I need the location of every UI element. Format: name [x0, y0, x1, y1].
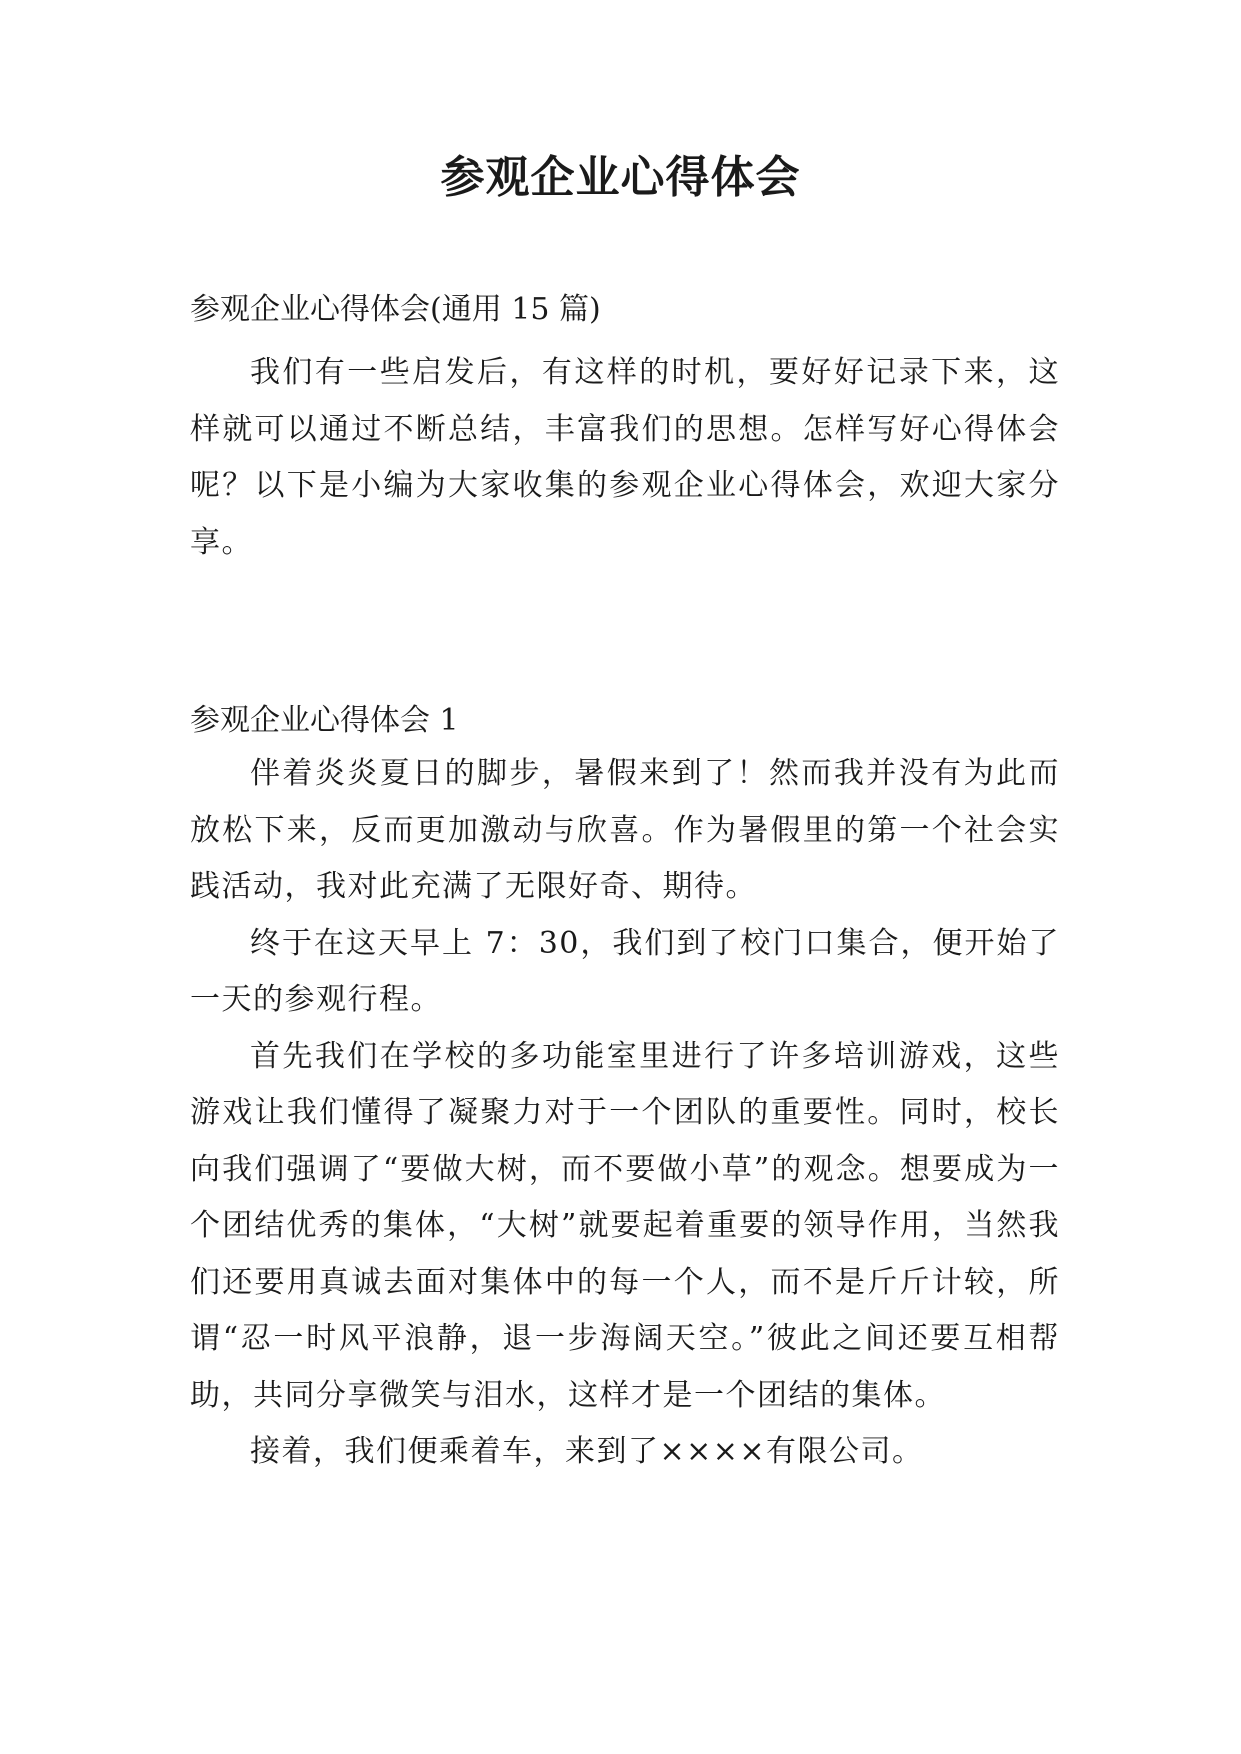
- body-paragraph: 终于在这天早上 7：30，我们到了校门口集合，便开始了一天的参观行程。: [190, 925, 1060, 1017]
- section-heading: 参观企业心得体会 1: [190, 703, 459, 738]
- intro-block: [190, 345, 1060, 571]
- document-title: 参观企业心得体会: [440, 152, 801, 203]
- document-subtitle: 参观企业心得体会(通用 15 篇): [190, 292, 601, 327]
- section-body: [190, 746, 1060, 1481]
- body-paragraph: 首先我们在学校的多功能室里进行了许多培训游戏，这些游戏让我们懂得了凝聚力对于一个团队的重要性。同时，校长向我们强调了“要做大树，而不要做小草”的观念。想要成为一个团结优秀的集体，“大树”就要起着重要的领导作用，当然我们还要用真诚去面对集体中的每一个人，而不是斤斤计较，所谓“忍一时风平浪静，退一步海阔天空。”彼此之间还要互相帮助，共同分享微笑与泪水，这样才是一个团结的集体。: [190, 1038, 1060, 1413]
- body-paragraph: 接着，我们便乘着车，来到了××××有限公司。: [250, 1434, 924, 1469]
- body-paragraph: 伴着炎炎夏日的脚步，暑假来到了！然而我并没有为此而放松下来，反而更加激动与欣喜。作为暑假里的第一个社会实践活动，我对此充满了无限好奇、期待。: [190, 756, 1060, 904]
- intro-paragraph: 我们有一些启发后，有这样的时机，要好好记录下来，这样就可以通过不断总结，丰富我们的思想。怎样写好心得体会呢？以下是小编为大家收集的参观企业心得体会，欢迎大家分享。: [190, 355, 1060, 560]
